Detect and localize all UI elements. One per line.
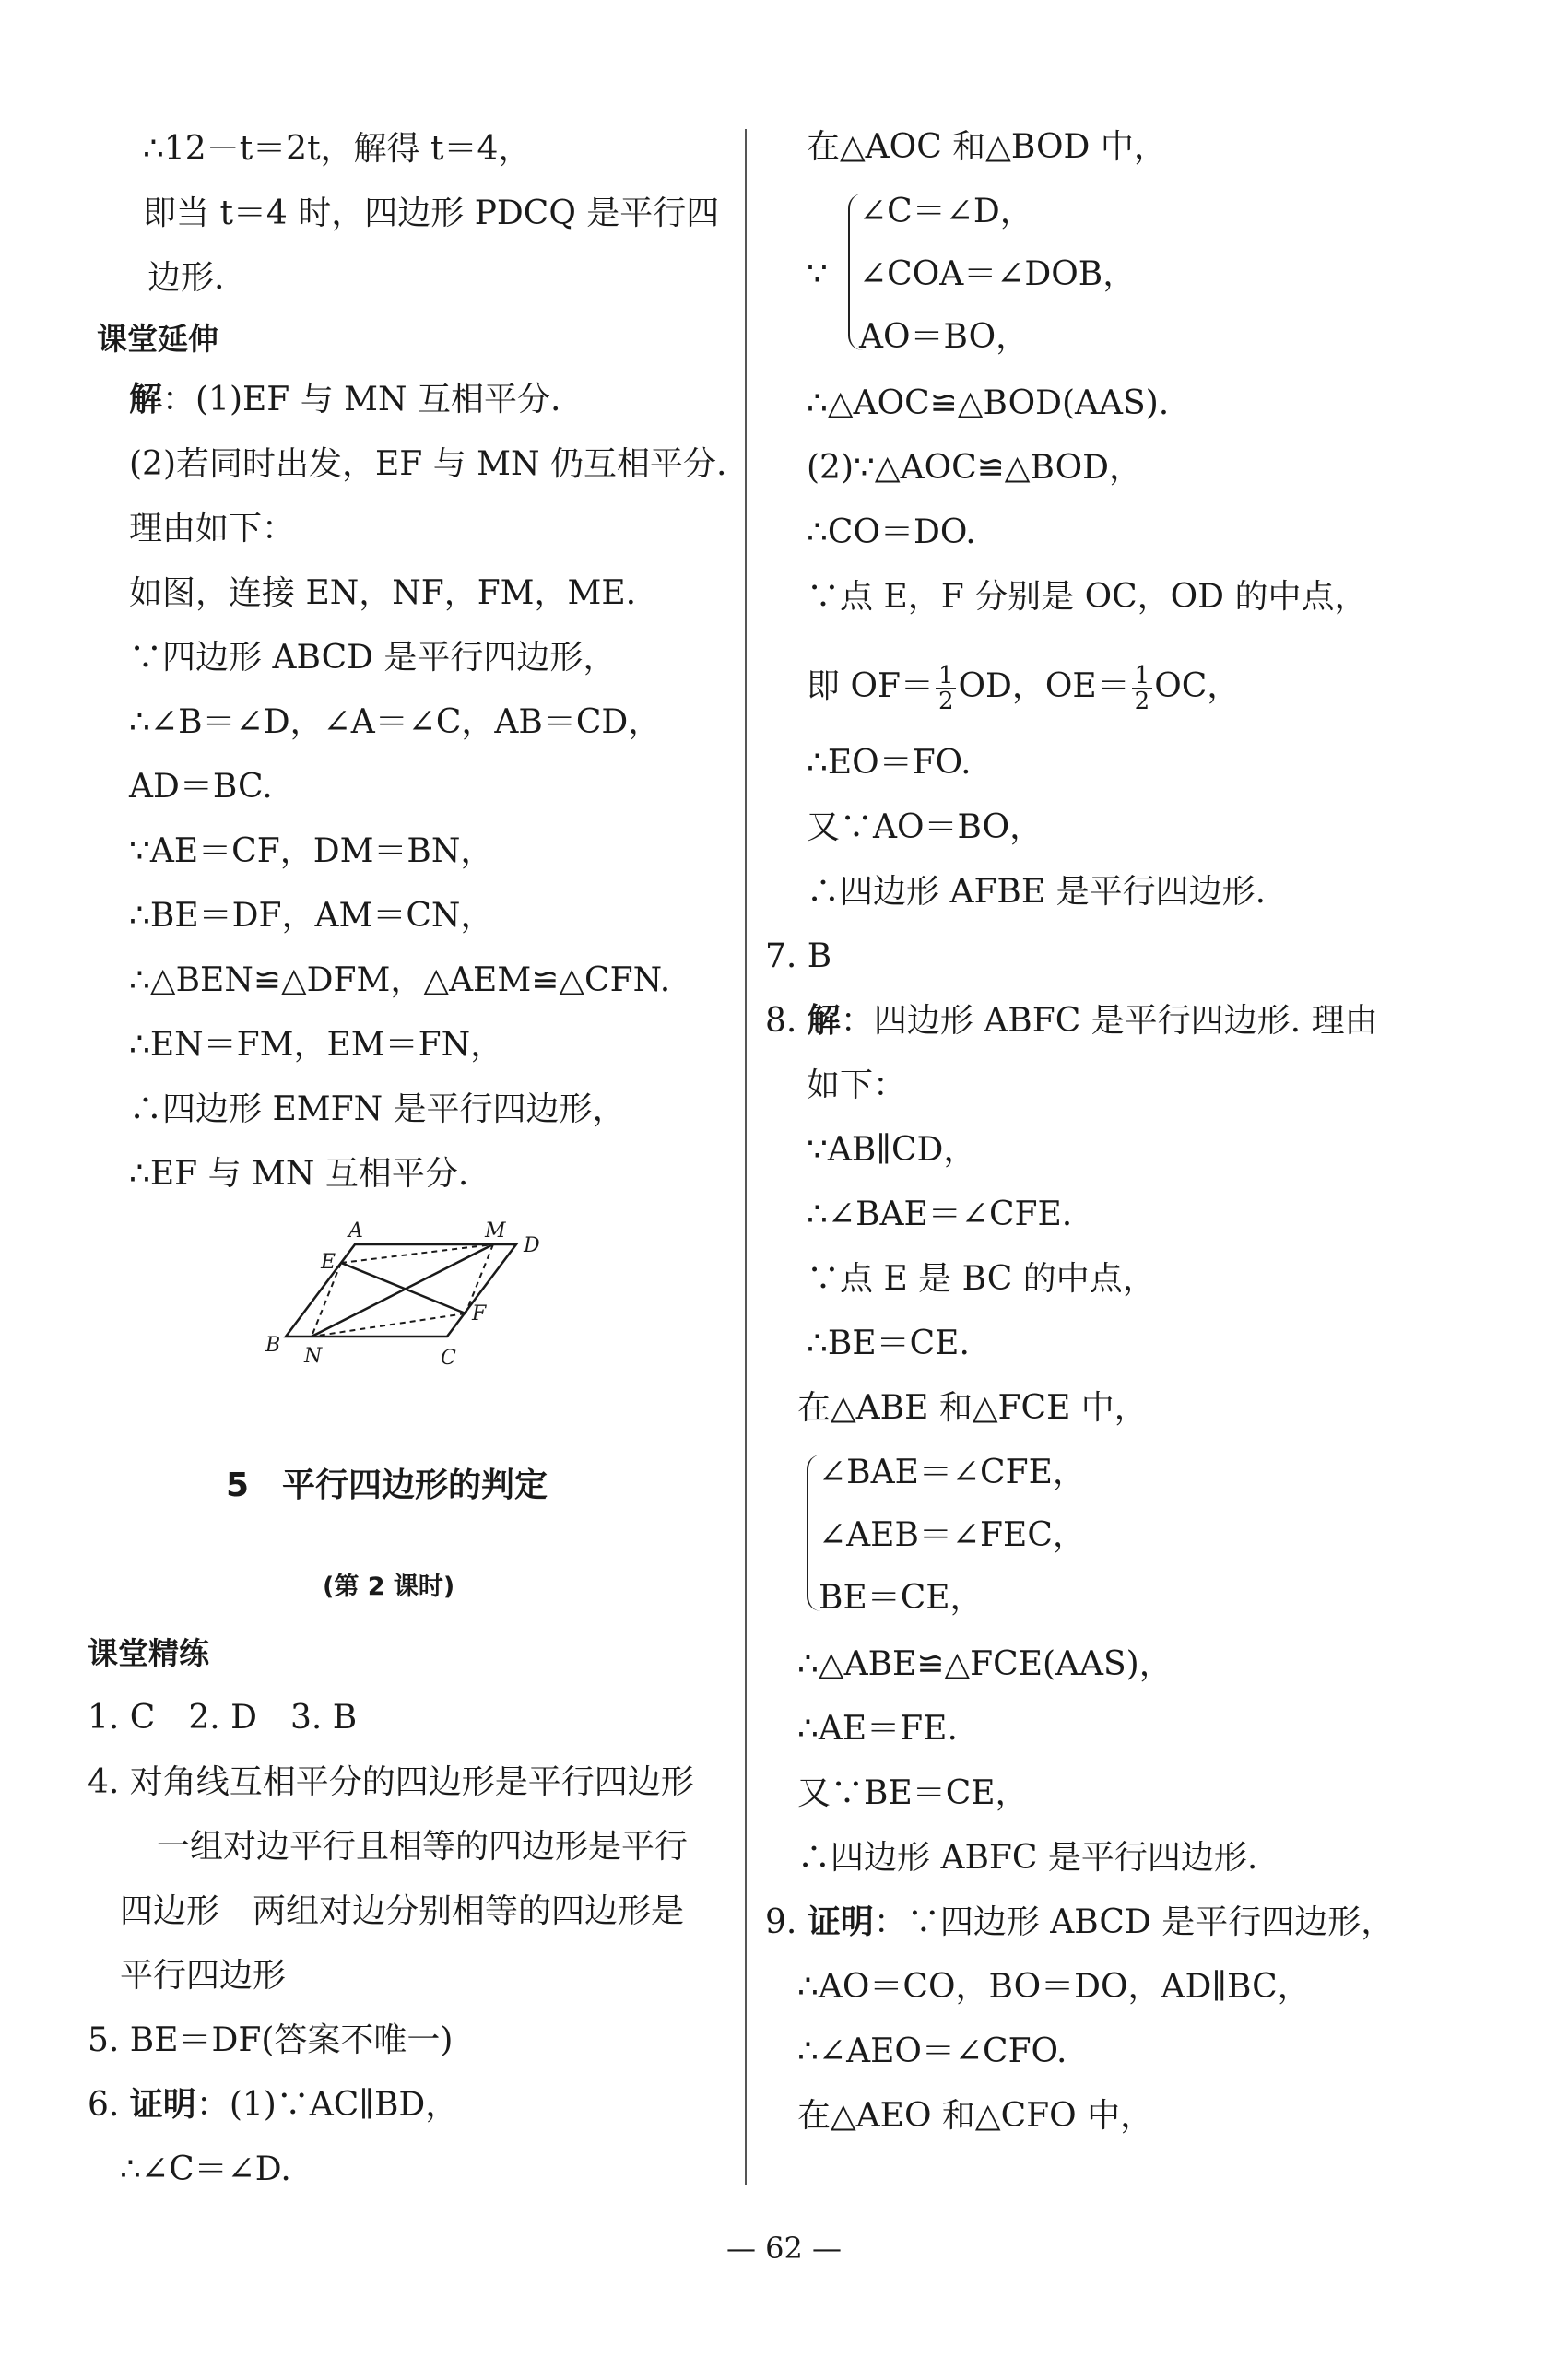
text-line: ∴EN＝FM，EM＝FN， bbox=[129, 1026, 504, 1064]
text-line: ∠AEB＝∠FEC， bbox=[819, 1516, 1086, 1554]
text-line: (2)∵△AOC≌△BOD， bbox=[807, 449, 1142, 487]
text-line: 理由如下： bbox=[129, 510, 296, 548]
text-line: ∵点 E 是 BC 的中点， bbox=[807, 1260, 1156, 1298]
page-number: — 62 — bbox=[725, 2231, 843, 2266]
label-m: M bbox=[485, 1219, 506, 1243]
column-divider bbox=[745, 129, 747, 2185]
text-line: ∠BAE＝∠CFE， bbox=[819, 1454, 1086, 1491]
text-line: ∵点 E，F 分别是 OC，OD 的中点， bbox=[807, 578, 1368, 616]
label-d: D bbox=[524, 1234, 540, 1257]
text-line: 如下： bbox=[807, 1066, 907, 1104]
text-line: 边形. bbox=[147, 259, 225, 297]
text-line: ∠C＝∠D， bbox=[859, 193, 1033, 230]
text-line: 7. B bbox=[765, 937, 832, 975]
text-line: ∴△AOC≌△BOD(AAS). bbox=[807, 384, 1170, 422]
text-line: ∴四边形 AFBE 是平行四边形. bbox=[807, 873, 1267, 911]
text-line: 5. BE＝DF(答案不唯一) bbox=[88, 2021, 454, 2059]
segment-en bbox=[312, 1263, 341, 1337]
text-line: ∴四边形 ABFC 是平行四边形. bbox=[797, 1839, 1258, 1877]
text-line: AO＝BO， bbox=[859, 318, 1030, 356]
text-line: ∵AB∥CD， bbox=[807, 1131, 977, 1169]
label-b: B bbox=[265, 1334, 281, 1357]
because-symbol: ∵ bbox=[807, 255, 828, 293]
answer-lead: 解 bbox=[807, 1002, 841, 1040]
answer-lead: 解 bbox=[129, 381, 163, 418]
text-line: 8. 解：四边形 ABFC 是平行四边形. 理由 bbox=[765, 1002, 1378, 1040]
text-line: ∵AE＝CF，DM＝BN， bbox=[129, 832, 494, 870]
text-line: 1. C 2. D 3. B bbox=[88, 1699, 358, 1737]
text-line: ∴△BEN≌△DFM，△AEM≌△CFN. bbox=[129, 961, 671, 999]
text-line: 如图，连接 EN，NF，FM，ME. bbox=[129, 574, 637, 612]
section-heading: 课堂精练 bbox=[88, 1635, 209, 1671]
text-line: ∴12－t＝2t，解得 t＝4， bbox=[143, 130, 532, 168]
answer-lead: 证明 bbox=[807, 1903, 874, 1941]
section-heading: 课堂延伸 bbox=[97, 321, 218, 357]
text-line: ∠COA＝∠DOB， bbox=[859, 255, 1137, 293]
label-c: C bbox=[441, 1347, 456, 1370]
section-title: 5 平行四边形的判定 bbox=[226, 1467, 548, 1504]
segment-em bbox=[341, 1244, 493, 1263]
text-line: ∴∠C＝∠D. bbox=[120, 2150, 291, 2188]
text-line: ∴EO＝FO. bbox=[807, 744, 972, 782]
answer-lead: 证明 bbox=[129, 2086, 196, 2124]
text-line: 9. 证明：∵四边形 ABCD 是平行四边形， bbox=[765, 1903, 1395, 1941]
label-n: N bbox=[304, 1345, 323, 1368]
text-line: 一组对边平行且相等的四边形是平行 bbox=[157, 1828, 689, 1866]
text-line: 又∵BE＝CE， bbox=[797, 1774, 1029, 1812]
label-e: E bbox=[321, 1251, 336, 1274]
text-line: ∵四边形 ABCD 是平行四边形， bbox=[129, 639, 617, 677]
segment-ef bbox=[341, 1263, 466, 1313]
fraction: $\frac{1}{2}$ bbox=[936, 664, 957, 713]
text-line: 解：(1)EF 与 MN 互相平分. bbox=[129, 381, 561, 418]
text-line: 在△AOC 和△BOD 中， bbox=[807, 128, 1167, 166]
text-line: ∴AO＝CO，BO＝DO，AD∥BC， bbox=[797, 1968, 1311, 2006]
text-line: 4. 对角线互相平分的四边形是平行四边形 bbox=[88, 1763, 694, 1801]
text-line: ∴四边形 EMFN 是平行四边形， bbox=[129, 1090, 626, 1128]
parallelogram-figure bbox=[258, 1217, 645, 1401]
text-line: ∴CO＝DO. bbox=[807, 513, 976, 551]
text-line: ∴∠BAE＝∠CFE. bbox=[807, 1196, 1073, 1233]
text-line: ∴∠AEO＝∠CFO. bbox=[797, 2032, 1067, 2070]
fraction: $\frac{1}{2}$ bbox=[1132, 664, 1153, 713]
label-a: A bbox=[348, 1219, 363, 1243]
text-line: BE＝CE， bbox=[819, 1579, 984, 1617]
text-line: 四边形 两组对边分别相等的四边形是 bbox=[120, 1892, 685, 1930]
text-line: (2)若同时出发，EF 与 MN 仍互相平分. bbox=[129, 445, 727, 483]
text-line: 又∵AO＝BO， bbox=[807, 808, 1043, 846]
label-f: F bbox=[472, 1302, 487, 1325]
text-line: ∴BE＝DF，AM＝CN， bbox=[129, 897, 494, 935]
text-line: ∴AE＝FE. bbox=[797, 1710, 958, 1748]
text-line: 在△ABE 和△FCE 中， bbox=[797, 1389, 1148, 1427]
text-line: 6. 证明：(1)∵AC∥BD， bbox=[88, 2086, 459, 2124]
text-line: 平行四边形 bbox=[120, 1957, 287, 1995]
text-line: ∴BE＝CE. bbox=[807, 1325, 970, 1362]
text-line: ∴△ABE≌△FCE(AAS)， bbox=[797, 1645, 1173, 1683]
text-line: 即当 t＝4 时，四边形 PDCQ 是平行四 bbox=[143, 194, 720, 232]
text-line-fraction: 即 OF＝ $\frac{1}{2}$ OD，OE＝ $\frac{1}{2}$ OC， bbox=[807, 662, 1241, 715]
text-line: AD＝BC. bbox=[129, 768, 273, 806]
text-line: 在△AEO 和△CFO 中， bbox=[797, 2097, 1154, 2135]
text-line: ∴∠B＝∠D，∠A＝∠C，AB＝CD， bbox=[129, 703, 662, 741]
section-subtitle: (第 2 课时) bbox=[323, 1573, 455, 1601]
text-line: ∴EF 与 MN 互相平分. bbox=[129, 1155, 469, 1193]
